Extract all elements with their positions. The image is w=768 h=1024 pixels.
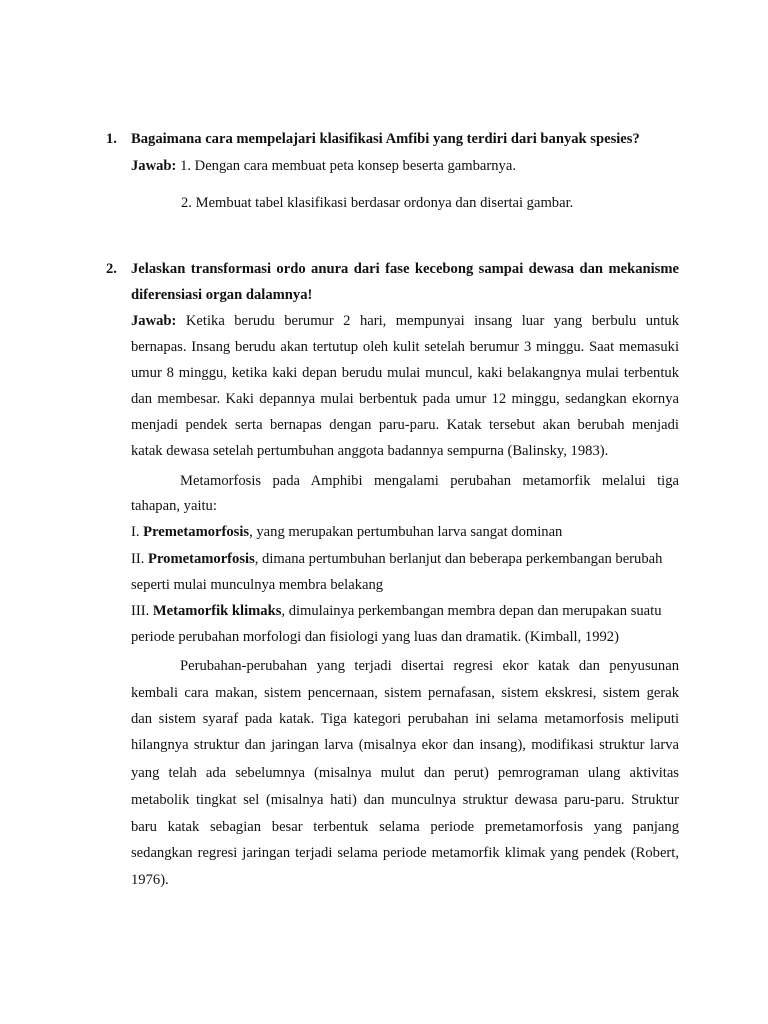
answer-label: Jawab: xyxy=(131,158,177,174)
paragraph-1-text: Ketika berudu berumur 2 hari, mempunyai insang luar yang berbulu untuk xyxy=(185,313,679,329)
answer-item-1: 1. Dengan cara membuat peta konsep beserta gambarnya. xyxy=(180,158,516,174)
question-1-answer-line-1 xyxy=(131,156,679,176)
stage-3-description: , dimulainya perkembangan membra depan dan merupakan suatu xyxy=(281,603,662,619)
paragraph-3-line-8: sedangkan regresi jaringan terjadi selama periode metamorfik klimak yang pendek (Robert, xyxy=(131,845,679,861)
paragraph-3-line-4: hilangnya struktur dan jaringan larva (misalnya ekor dan insang), modifikasi struktur larva xyxy=(131,737,679,753)
paragraph-1-line-3: umur 8 minggu, ketika kaki depan berudu mulai muncul, kaki belakangnya mulai terbentuk xyxy=(131,365,679,381)
paragraph-1-line-5: menjadi pendek serta bernapas dengan paru-paru. Katak tersebut akan berubah menjadi xyxy=(131,417,679,433)
stage-3-roman: III. xyxy=(131,603,150,619)
paragraph-3-line-1: Perubahan-perubahan yang terjadi disertai regresi ekor katak dan penyusunan xyxy=(180,658,679,674)
stage-2-description: , dimana pertumbuhan berlanjut dan beberapa perkembangan berubah xyxy=(254,551,663,567)
question-2-text-line-1: Jelaskan transformasi ordo anura dari fase kecebong sampai dewasa dan mekanisme xyxy=(131,261,679,277)
stage-1 xyxy=(131,522,679,542)
paragraph-3-line-5: yang telah ada sebelumnya (misalnya mulut dan perut) pemrograman ulang aktivitas xyxy=(131,765,679,781)
stage-2 xyxy=(131,549,679,569)
paragraph-1-line-6: katak dewasa setelah pertumbuhan anggota badannya sempurna (Balinsky, 1983). xyxy=(131,443,609,459)
stage-3-continuation: periode perubahan morfologi dan fisiologi yang luas dan dramatik. (Kimball, 1992) xyxy=(131,629,619,645)
stage-1-term: Premetamorfosis xyxy=(143,524,250,540)
stage-3-term: Metamorfik klimaks xyxy=(152,603,282,619)
question-2-number: 2. xyxy=(106,261,117,277)
answer-label: Jawab: xyxy=(131,313,177,329)
paragraph-2-line-2: tahapan, yaitu: xyxy=(131,498,217,514)
stage-2-roman: II. xyxy=(131,551,145,567)
paragraph-1-line-2: bernapas. Insang berudu akan tertutup oleh kulit setelah berumur 3 minggu. Saat memasuki xyxy=(131,339,679,355)
paragraph-3-line-6: metabolik tingkat sel (misalnya hati) dan munculnya struktur dewasa paru-paru. Struktur xyxy=(131,792,679,808)
paragraph-1-line-4: dan membesar. Kaki depannya mulai berbentuk pada umur 12 minggu, sedangkan ekornya xyxy=(131,391,679,407)
stage-1-description: , yang merupakan pertumbuhan larva sangat dominan xyxy=(249,524,563,540)
stage-2-continuation: seperti mulai munculnya membra belakang xyxy=(131,577,384,593)
paragraph-3-line-9: 1976). xyxy=(131,872,169,888)
answer-item-2: 2. Membuat tabel klasifikasi berdasar ordonya dan disertai gambar. xyxy=(181,195,574,211)
paragraph-3-line-2: kembali cara makan, sistem pencernaan, sistem pernafasan, sistem ekskresi, sistem gerak xyxy=(131,685,679,701)
stage-3 xyxy=(131,601,679,621)
paragraph-3-line-3: dan sistem syaraf pada katak. Tiga kategori perubahan ini selama metamorfosis meliputi xyxy=(131,711,679,727)
question-2-text-line-2: diferensiasi organ dalamnya! xyxy=(131,287,313,303)
question-1-number: 1. xyxy=(106,131,117,147)
stage-2-term: Prometamorfosis xyxy=(148,551,255,567)
question-1-text: Bagaimana cara mempelajari klasifikasi Amfibi yang terdiri dari banyak spesies? xyxy=(131,131,640,147)
stage-1-roman: I. xyxy=(131,524,140,540)
paragraph-3-line-7: baru katak sebagian besar terbentuk selama periode premetamorfosis yang panjang xyxy=(131,819,679,835)
paragraph-2-line-1: Metamorfosis pada Amphibi mengalami perubahan metamorfik melalui tiga xyxy=(180,473,679,489)
paragraph-1-line-1 xyxy=(131,311,679,331)
